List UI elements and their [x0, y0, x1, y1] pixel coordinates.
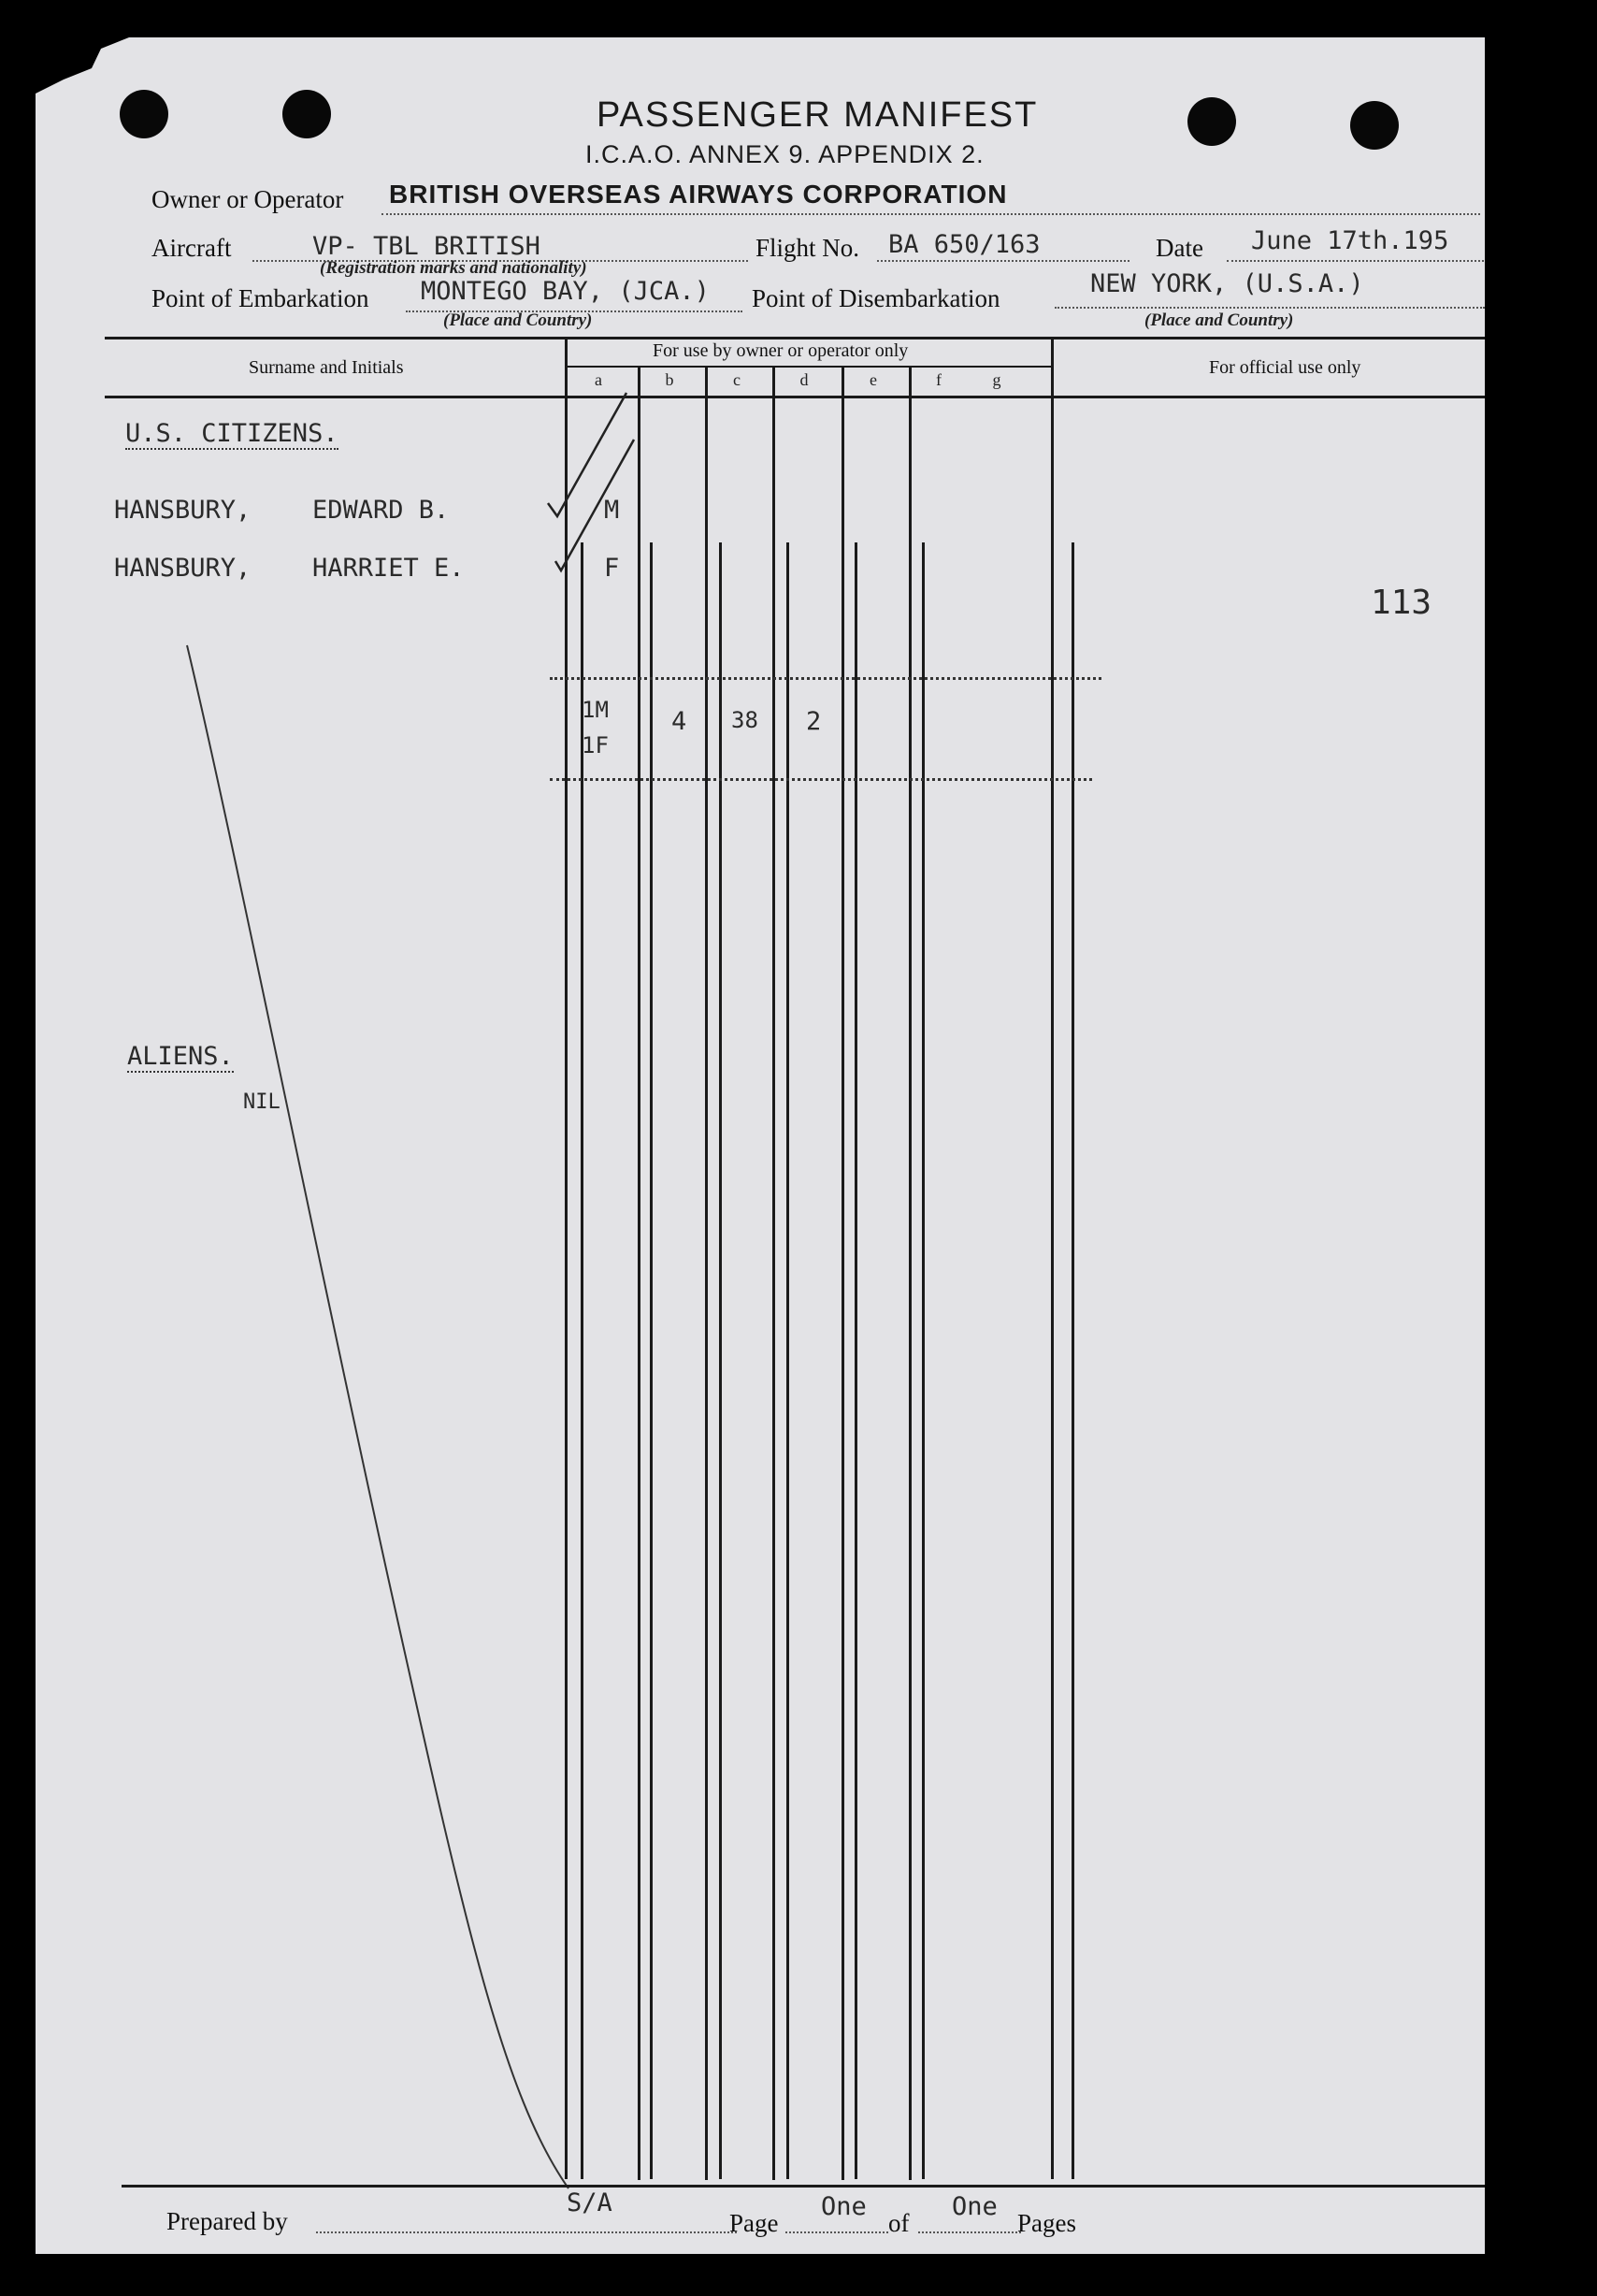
manifest-sheet: [36, 37, 1485, 2254]
page-subtitle: I.C.A.O. ANNEX 9. APPENDIX 2.: [585, 140, 985, 168]
check-mark: [555, 440, 634, 570]
embarkation-label: Point of Embarkation: [151, 284, 369, 312]
aircraft-note: (Registration marks and nationality): [320, 258, 587, 278]
disembarkation-note: (Place and Country): [1144, 310, 1294, 330]
aircraft-label: Aircraft: [151, 234, 232, 262]
sub-column-c: c: [733, 370, 741, 389]
flight-label: Flight No.: [755, 234, 860, 262]
page-line: [785, 2231, 888, 2233]
disembarkation-value: NEW YORK, (U.S.A.): [1090, 269, 1364, 298]
passenger-sex: M: [604, 496, 620, 525]
embarkation-note: (Place and Country): [443, 310, 593, 330]
sub-column-g: g: [992, 370, 1001, 389]
strike-through-line: [187, 645, 568, 2188]
pages-line: [918, 2231, 1021, 2233]
sub-column-f: f: [936, 370, 942, 389]
date-label: Date: [1156, 234, 1203, 262]
page-label: Page: [729, 2209, 779, 2237]
totals-a: 1M 1F: [582, 697, 609, 758]
owner-value: BRITISH OVERSEAS AIRWAYS CORPORATION: [389, 180, 1008, 209]
sub-column-b: b: [665, 370, 674, 389]
passenger-initials: HARRIET E.: [312, 554, 465, 583]
owner-use-header: For use by owner or operator only: [653, 340, 909, 361]
passenger-sex: F: [604, 554, 620, 583]
pages-label: Pages: [1017, 2209, 1076, 2237]
us-citizens-heading: U.S. CITIZENS.: [125, 419, 338, 448]
official-number: 113: [1371, 584, 1432, 622]
totals-d: 2: [806, 707, 822, 736]
aliens-heading: ALIENS.: [127, 1042, 234, 1071]
total-pages: One: [952, 2192, 998, 2221]
prepared-by-line: [316, 2231, 737, 2233]
passenger-surname: HANSBURY,: [114, 496, 252, 525]
prepared-by-value: S/A: [567, 2188, 612, 2217]
footer-rule: [122, 2185, 1485, 2188]
of-label: of: [888, 2209, 910, 2237]
sub-column-a: a: [595, 370, 602, 389]
sub-column-d: d: [799, 370, 809, 389]
page-title: PASSENGER MANIFEST: [597, 95, 1039, 135]
disembarkation-label: Point of Disembarkation: [752, 284, 1000, 312]
embarkation-value: MONTEGO BAY, (JCA.): [421, 277, 710, 306]
passenger-surname: HANSBURY,: [114, 554, 252, 583]
owner-label: Owner or Operator: [151, 185, 344, 213]
date-value: June 17th.195: [1251, 226, 1449, 255]
surname-column-header: Surname and Initials: [249, 357, 404, 378]
passenger-initials: EDWARD B.: [312, 496, 450, 525]
official-use-header: For official use only: [1209, 357, 1361, 378]
check-mark: [548, 393, 626, 516]
page-number: One: [821, 2192, 867, 2221]
aircraft-value: VP- TBL BRITISH: [312, 232, 540, 261]
aliens-value: NIL: [243, 1090, 281, 1114]
totals-b: 4: [671, 707, 687, 736]
tick-marks: [548, 393, 634, 570]
totals-c: 38: [731, 707, 758, 733]
handwritten-marks: [36, 37, 1485, 2254]
prepared-by-label: Prepared by: [166, 2207, 288, 2235]
sub-column-e: e: [870, 370, 877, 389]
flight-value: BA 650/163: [888, 230, 1041, 259]
